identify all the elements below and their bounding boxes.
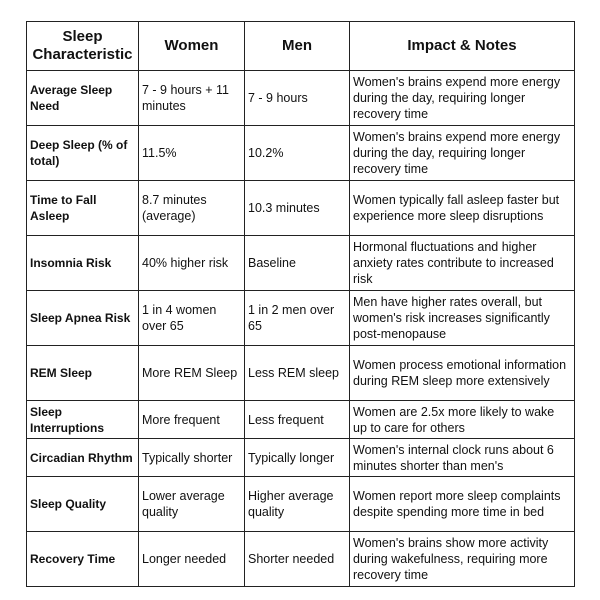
table-row <box>27 71 575 126</box>
row-notes: Women are 2.5x more likely to wake up to care for others <box>350 401 575 439</box>
table-row <box>27 236 575 291</box>
row-notes: Women's brains expend more energy during the day, requiring longer recovery time <box>350 126 575 181</box>
row-women: More frequent <box>139 401 245 439</box>
row-characteristic: Insomnia Risk <box>27 236 139 291</box>
table-row <box>27 346 575 401</box>
row-characteristic: Sleep Apnea Risk <box>27 291 139 346</box>
table-row <box>27 126 575 181</box>
header-characteristic: Sleep Characteristic <box>27 22 139 71</box>
row-men: 1 in 2 men over 65 <box>245 291 350 346</box>
row-men: 10.2% <box>245 126 350 181</box>
row-characteristic: Sleep Interruptions <box>27 401 139 439</box>
header-notes: Impact & Notes <box>350 22 575 71</box>
header-row <box>27 22 575 71</box>
row-women: More REM Sleep <box>139 346 245 401</box>
row-women: 8.7 minutes (average) <box>139 181 245 236</box>
table-row <box>27 477 575 532</box>
row-notes: Hormonal fluctuations and higher anxiety rates contribute to increased risk <box>350 236 575 291</box>
header-men: Men <box>245 22 350 71</box>
row-women: Typically shorter <box>139 439 245 477</box>
row-characteristic: Time to Fall Asleep <box>27 181 139 236</box>
row-characteristic: Deep Sleep (% of total) <box>27 126 139 181</box>
row-women: 40% higher risk <box>139 236 245 291</box>
row-notes: Women's brains expend more energy during the day, requiring longer recovery time <box>350 71 575 126</box>
row-men: 7 - 9 hours <box>245 71 350 126</box>
table-row <box>27 181 575 236</box>
table-row <box>27 401 575 439</box>
row-women: 11.5% <box>139 126 245 181</box>
row-notes: Women process emotional information during REM sleep more extensively <box>350 346 575 401</box>
table-row <box>27 532 575 587</box>
row-women: Lower average quality <box>139 477 245 532</box>
row-characteristic: Average Sleep Need <box>27 71 139 126</box>
row-characteristic: Sleep Quality <box>27 477 139 532</box>
sleep-comparison-table <box>26 21 575 587</box>
header-women: Women <box>139 22 245 71</box>
table-row <box>27 291 575 346</box>
row-men: Higher average quality <box>245 477 350 532</box>
row-notes: Women's brains show more activity during wakefulness, requiring more recovery time <box>350 532 575 587</box>
row-women: 7 - 9 hours + 11 minutes <box>139 71 245 126</box>
row-men: 10.3 minutes <box>245 181 350 236</box>
row-characteristic: Circadian Rhythm <box>27 439 139 477</box>
row-notes: Women report more sleep complaints despite spending more time in bed <box>350 477 575 532</box>
row-characteristic: Recovery Time <box>27 532 139 587</box>
row-men: Less frequent <box>245 401 350 439</box>
row-women: Longer needed <box>139 532 245 587</box>
row-men: Shorter needed <box>245 532 350 587</box>
row-men: Baseline <box>245 236 350 291</box>
table-row <box>27 439 575 477</box>
row-men: Less REM sleep <box>245 346 350 401</box>
row-characteristic: REM Sleep <box>27 346 139 401</box>
row-notes: Women typically fall asleep faster but experience more sleep disruptions <box>350 181 575 236</box>
row-women: 1 in 4 women over 65 <box>139 291 245 346</box>
row-men: Typically longer <box>245 439 350 477</box>
row-notes: Women's internal clock runs about 6 minutes shorter than men's <box>350 439 575 477</box>
row-notes: Men have higher rates overall, but women's risk increases significantly post-menopause <box>350 291 575 346</box>
